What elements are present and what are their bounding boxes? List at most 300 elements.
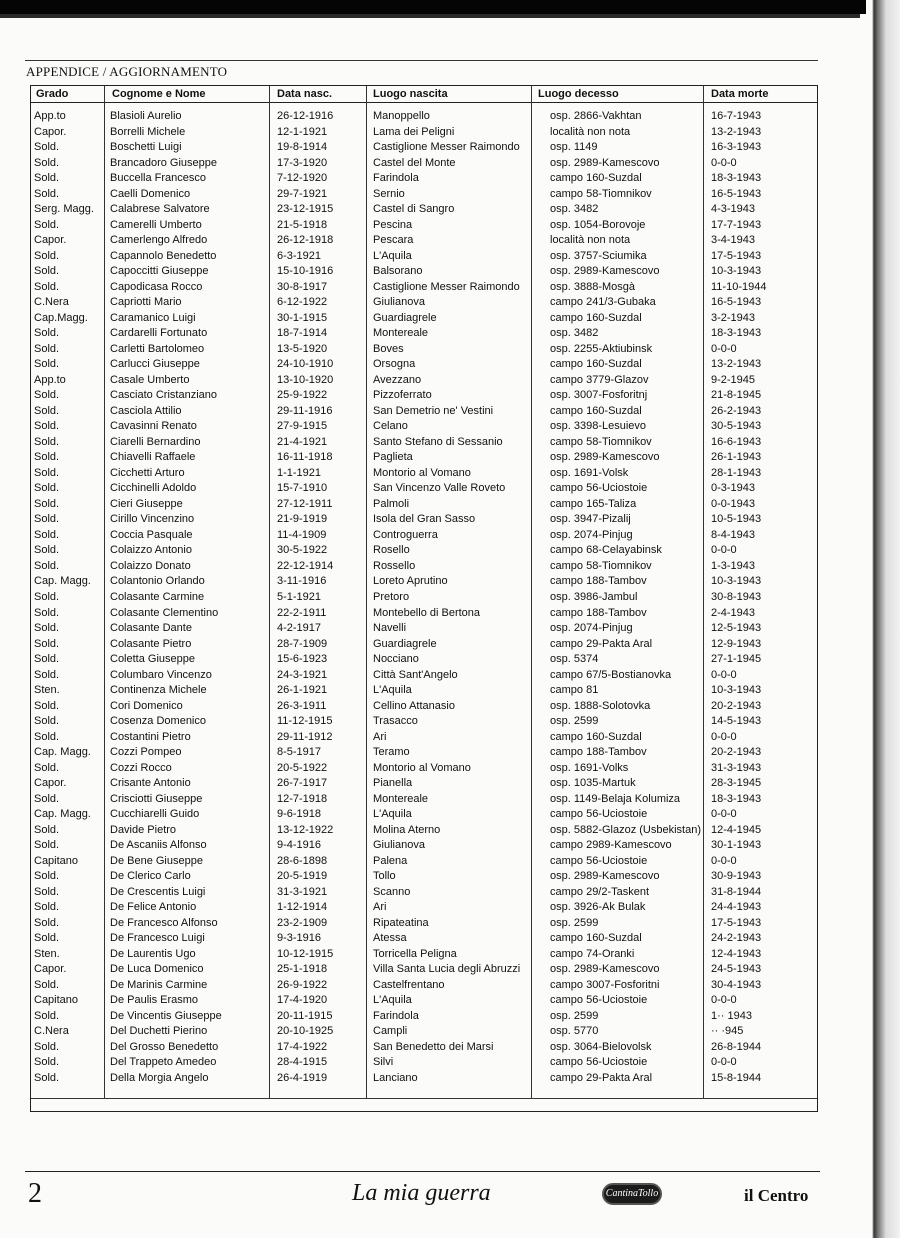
cell-luogo-decesso: campo 188-Tambov bbox=[550, 575, 647, 588]
table-row bbox=[0, 869, 900, 885]
cell-luogo-decesso: osp. 2989-Kamescovo bbox=[550, 156, 660, 169]
cell-data-nascita: 25-9-1922 bbox=[277, 389, 328, 402]
cell-grado: App.to bbox=[34, 110, 66, 122]
cell-nome: Crisciotti Giuseppe bbox=[110, 792, 203, 805]
cell-data-morte: 1-3-1943 bbox=[711, 559, 756, 572]
cell-data-nascita: 30-5-1922 bbox=[277, 544, 328, 557]
cell-luogo-decesso: campo 2989-Kamescovo bbox=[550, 839, 672, 852]
cell-luogo-decesso: campo 68-Celayabinsk bbox=[550, 544, 662, 557]
cell-data-morte: 30-5-1943 bbox=[711, 420, 762, 433]
cell-data-nascita: 23-2-1909 bbox=[277, 916, 328, 929]
cell-grado: Capitano bbox=[34, 854, 79, 867]
cell-grado: Sold. bbox=[34, 622, 60, 635]
cell-luogo-decesso: osp. 3947-Pizalij bbox=[550, 513, 631, 526]
cell-data-nascita: 15-6-1923 bbox=[277, 653, 328, 666]
cell-nome: Continenza Michele bbox=[110, 684, 207, 697]
cell-data-morte: 31-8-1944 bbox=[711, 885, 762, 898]
cell-luogo-nascita: Rossello bbox=[373, 559, 416, 572]
table-row bbox=[0, 1024, 900, 1040]
cell-data-nascita: 26-12-1916 bbox=[277, 110, 334, 122]
cell-luogo-decesso: osp. 2989-Kamescovo bbox=[550, 451, 660, 464]
cell-nome: Columbaro Vincenzo bbox=[110, 668, 212, 681]
cell-data-nascita: 8-5-1917 bbox=[277, 746, 322, 759]
cell-data-nascita: 20-5-1919 bbox=[277, 870, 328, 883]
cell-data-morte: 30-4-1943 bbox=[711, 978, 762, 991]
cell-data-morte: 12-5-1943 bbox=[711, 622, 762, 635]
cell-grado: C.Nera bbox=[34, 1025, 69, 1038]
cell-luogo-nascita: Teramo bbox=[373, 746, 410, 759]
cell-data-morte: 18-3-1943 bbox=[711, 172, 762, 185]
cell-data-nascita: 21-5-1918 bbox=[277, 218, 328, 231]
cell-nome: Cosenza Domenico bbox=[110, 715, 206, 728]
cell-luogo-decesso: campo 160-Suzdal bbox=[550, 932, 642, 945]
cell-nome: De Ascaniis Alfonso bbox=[110, 839, 207, 852]
cell-data-morte: 12-9-1943 bbox=[711, 637, 762, 650]
cell-nome: De Bene Giuseppe bbox=[110, 854, 203, 867]
cell-luogo-decesso: osp. 3926-Ak Bulak bbox=[550, 901, 646, 914]
cell-luogo-nascita: Rosello bbox=[373, 544, 410, 557]
cell-grado: Sold. bbox=[34, 978, 60, 991]
cell-nome: Colaizzo Antonio bbox=[110, 544, 192, 557]
header-luogo-nascita: Luogo nascita bbox=[373, 88, 448, 100]
cell-grado: Sold. bbox=[34, 1040, 60, 1053]
cell-luogo-decesso: campo 29/2-Taskent bbox=[550, 885, 650, 898]
cell-luogo-nascita: Pescara bbox=[373, 234, 414, 247]
cell-data-morte: 17-5-1943 bbox=[711, 916, 762, 929]
cell-luogo-nascita: Castiglione Messer Raimondo bbox=[373, 280, 520, 293]
cell-data-morte: 0-0-0 bbox=[711, 342, 737, 355]
cell-data-nascita: 28-4-1915 bbox=[277, 1056, 328, 1069]
cell-luogo-nascita: San Demetrio ne' Vestini bbox=[373, 404, 494, 417]
cell-data-morte: 30-9-1943 bbox=[711, 870, 762, 883]
cell-grado: Sold. bbox=[34, 715, 60, 728]
cell-data-nascita: 25-1-1918 bbox=[277, 963, 328, 976]
cell-luogo-decesso: osp. 2599 bbox=[550, 715, 599, 728]
cell-luogo-nascita: Ripateatina bbox=[373, 916, 429, 929]
cell-luogo-decesso: campo 67/5-Bostianovka bbox=[550, 668, 672, 681]
cell-nome: Carlucci Giuseppe bbox=[110, 358, 200, 371]
cell-luogo-decesso: campo 3007-Fosforitni bbox=[550, 978, 660, 991]
cell-luogo-decesso: campo 56-Uciostoie bbox=[550, 994, 648, 1007]
cell-data-nascita: 9-4-1916 bbox=[277, 839, 322, 852]
cell-data-nascita: 15-7-1910 bbox=[277, 482, 328, 495]
cell-nome: Chiavelli Raffaele bbox=[110, 451, 196, 464]
cell-nome: Colasante Dante bbox=[110, 622, 192, 635]
cell-data-morte: 10-3-1943 bbox=[711, 575, 762, 588]
cell-luogo-decesso: località non nota bbox=[550, 234, 631, 247]
cell-luogo-decesso: osp. 1035-Martuk bbox=[550, 777, 636, 790]
cell-luogo-nascita: Campli bbox=[373, 1025, 408, 1038]
header-luogo-decesso: Luogo decesso bbox=[538, 88, 619, 100]
cell-grado: Sold. bbox=[34, 218, 60, 231]
cell-luogo-decesso: campo 56-Uciostoie bbox=[550, 808, 648, 821]
cell-luogo-decesso: osp. 1691-Volsk bbox=[550, 466, 629, 479]
cell-luogo-nascita: Atessa bbox=[373, 932, 407, 945]
cell-data-morte: 27-1-1945 bbox=[711, 653, 762, 666]
cell-data-nascita: 15-10-1916 bbox=[277, 265, 334, 278]
cell-data-nascita: 26-1-1921 bbox=[277, 684, 328, 697]
cell-nome: Capodicasa Rocco bbox=[110, 280, 203, 293]
table-row bbox=[0, 559, 900, 575]
table-row bbox=[0, 233, 900, 249]
cell-luogo-decesso: campo 160-Suzdal bbox=[550, 172, 642, 185]
cell-luogo-nascita: L'Aquila bbox=[373, 994, 412, 1007]
table-row bbox=[0, 854, 900, 870]
cell-luogo-decesso: campo 58-Tiomnikov bbox=[550, 435, 652, 448]
cell-grado: Sold. bbox=[34, 823, 60, 836]
cell-luogo-nascita: Giulianova bbox=[373, 839, 425, 852]
cell-data-morte: 10-3-1943 bbox=[711, 684, 762, 697]
cell-grado: Sold. bbox=[34, 792, 60, 805]
table-row bbox=[0, 295, 900, 311]
cell-grado: Sold. bbox=[34, 466, 60, 479]
cell-grado: Sold. bbox=[34, 653, 60, 666]
cell-data-nascita: 26-7-1917 bbox=[277, 777, 328, 790]
cell-nome: Capannolo Benedetto bbox=[110, 249, 217, 262]
cell-luogo-decesso: osp. 2074-Pinjug bbox=[550, 622, 633, 635]
cell-luogo-decesso: campo 74-Oranki bbox=[550, 947, 635, 960]
cell-grado: Cap. Magg. bbox=[34, 808, 91, 821]
cell-grado: Sold. bbox=[34, 497, 60, 510]
table-row bbox=[0, 543, 900, 559]
cell-nome: Del Trappeto Amedeo bbox=[110, 1056, 217, 1069]
cell-grado: Cap. Magg. bbox=[34, 575, 91, 588]
cell-nome: De Crescentis Luigi bbox=[110, 885, 206, 898]
cell-grado: Sold. bbox=[34, 870, 60, 883]
cell-luogo-nascita: Pizzoferrato bbox=[373, 389, 432, 402]
cell-luogo-nascita: Torricella Peligna bbox=[373, 947, 457, 960]
cell-data-nascita: 5-1-1921 bbox=[277, 590, 322, 603]
cell-data-nascita: 21-9-1919 bbox=[277, 513, 328, 526]
table-row bbox=[0, 1009, 900, 1025]
cell-data-nascita: 16-11-1918 bbox=[277, 451, 333, 464]
cell-grado: Sold. bbox=[34, 389, 60, 402]
cell-data-morte: 30-8-1943 bbox=[711, 590, 762, 603]
table-row bbox=[0, 900, 900, 916]
table-row bbox=[0, 792, 900, 808]
cell-data-nascita: 13-5-1920 bbox=[277, 342, 328, 355]
cell-data-morte: 13-2-1943 bbox=[711, 358, 762, 371]
cell-luogo-nascita: Avezzano bbox=[373, 373, 422, 386]
cell-luogo-nascita: L'Aquila bbox=[373, 808, 412, 821]
cell-data-morte: 0-3-1943 bbox=[711, 482, 756, 495]
cell-nome: Colasante Clementino bbox=[110, 606, 219, 619]
cell-luogo-nascita: Palmoli bbox=[373, 497, 410, 510]
cell-luogo-decesso: osp. 2255-Aktiubinsk bbox=[550, 342, 653, 355]
cell-nome: Caramanico Luigi bbox=[110, 311, 196, 324]
cell-luogo-nascita: Palena bbox=[373, 854, 408, 867]
cell-luogo-decesso: osp. 3007-Fosforitnj bbox=[550, 389, 648, 402]
cell-luogo-nascita: Scanno bbox=[373, 885, 411, 898]
cell-nome: Della Morgia Angelo bbox=[110, 1071, 209, 1084]
cell-grado: Sold. bbox=[34, 156, 60, 169]
table-row bbox=[0, 916, 900, 932]
cell-luogo-decesso: osp. 1888-Solotovka bbox=[550, 699, 651, 712]
cell-data-nascita: 6-3-1921 bbox=[277, 249, 322, 262]
table-row bbox=[0, 823, 900, 839]
cell-luogo-decesso: campo 165-Taliza bbox=[550, 497, 637, 510]
cell-luogo-decesso: campo 160-Suzdal bbox=[550, 311, 642, 324]
table-row bbox=[0, 342, 900, 358]
cell-luogo-nascita: Navelli bbox=[373, 622, 407, 635]
table-row bbox=[0, 140, 900, 156]
header-data-nascita: Data nasc. bbox=[277, 88, 333, 100]
table-row bbox=[0, 730, 900, 746]
table-row bbox=[0, 419, 900, 435]
table-row bbox=[0, 125, 900, 141]
cell-data-morte: 0-0-0 bbox=[711, 994, 737, 1007]
cell-luogo-nascita: Pianella bbox=[373, 777, 413, 790]
cell-data-morte: 10-3-1943 bbox=[711, 265, 762, 278]
cell-data-nascita: 18-7-1914 bbox=[277, 327, 328, 340]
cell-grado: Sold. bbox=[34, 590, 60, 603]
cell-grado: Sold. bbox=[34, 141, 60, 154]
page-number: 2 bbox=[28, 1178, 42, 1209]
cell-grado: Sold. bbox=[34, 404, 60, 417]
header-cognome-nome: Cognome e Nome bbox=[112, 88, 206, 100]
cell-grado: App.to bbox=[34, 373, 66, 386]
cell-grado: Sold. bbox=[34, 1009, 60, 1022]
table-row bbox=[0, 714, 900, 730]
table-row bbox=[0, 683, 900, 699]
table-row bbox=[0, 512, 900, 528]
table-row bbox=[0, 761, 900, 777]
table-row bbox=[0, 202, 900, 218]
cell-data-nascita: 24-10-1910 bbox=[277, 358, 334, 371]
table-row bbox=[0, 637, 900, 653]
cell-data-nascita: 17-4-1922 bbox=[277, 1040, 328, 1053]
cell-data-nascita: 20-5-1922 bbox=[277, 761, 328, 774]
cell-nome: Crisante Antonio bbox=[110, 777, 191, 790]
cell-luogo-nascita: Castelfrentano bbox=[373, 978, 445, 991]
cell-nome: De Marinis Carmine bbox=[110, 978, 208, 991]
cell-luogo-nascita: Silvi bbox=[373, 1056, 394, 1069]
cell-data-morte: 31-3-1943 bbox=[711, 761, 762, 774]
cell-data-morte: 16-7-1943 bbox=[711, 110, 762, 122]
cell-data-nascita: 28-7-1909 bbox=[277, 637, 328, 650]
cell-luogo-decesso: osp. 2599 bbox=[550, 1009, 599, 1022]
cell-grado: Sold. bbox=[34, 172, 60, 185]
cell-nome: Colasante Pietro bbox=[110, 637, 192, 650]
cell-luogo-decesso: campo 58-Tiomnikov bbox=[550, 559, 652, 572]
cell-grado: Sold. bbox=[34, 559, 60, 572]
cell-data-morte: 20-2-1943 bbox=[711, 746, 762, 759]
cell-data-nascita: 27-9-1915 bbox=[277, 420, 328, 433]
cell-data-morte: 1·· 1943 bbox=[711, 1009, 752, 1022]
table-row bbox=[0, 807, 900, 823]
cell-luogo-nascita: Lanciano bbox=[373, 1071, 418, 1084]
table-row bbox=[0, 388, 900, 404]
cell-grado: Sten. bbox=[34, 684, 60, 697]
cell-data-morte: 16-5-1943 bbox=[711, 187, 762, 200]
cell-luogo-nascita: Ari bbox=[373, 901, 387, 914]
cell-luogo-nascita: Pescina bbox=[373, 218, 413, 231]
cell-luogo-decesso: località non nota bbox=[550, 125, 631, 138]
cell-grado: Sold. bbox=[34, 699, 60, 712]
cell-nome: Blasioli Aurelio bbox=[110, 110, 182, 122]
table-row bbox=[0, 931, 900, 947]
table-row bbox=[0, 590, 900, 606]
header-grado: Grado bbox=[36, 88, 69, 100]
publication-title: La mia guerra bbox=[352, 1180, 491, 1206]
cell-nome: Colantonio Orlando bbox=[110, 575, 205, 588]
cell-luogo-nascita: Pretoro bbox=[373, 590, 410, 603]
cell-data-morte: 13-2-1943 bbox=[711, 125, 762, 138]
table-row bbox=[0, 993, 900, 1009]
cell-nome: Colaizzo Donato bbox=[110, 559, 191, 572]
cell-data-nascita: 21-4-1921 bbox=[277, 435, 328, 448]
cell-data-morte: 9-2-1945 bbox=[711, 373, 756, 386]
cell-nome: Colasante Carmine bbox=[110, 590, 205, 603]
table-row bbox=[0, 249, 900, 265]
cell-data-morte: 10-5-1943 bbox=[711, 513, 762, 526]
cell-nome: De Clerico Carlo bbox=[110, 870, 191, 883]
cell-luogo-decesso: osp. 2989-Kamescovo bbox=[550, 963, 660, 976]
table-row bbox=[0, 962, 900, 978]
cell-data-nascita: 19-8-1914 bbox=[277, 141, 328, 154]
cell-luogo-decesso: campo 56-Uciostoie bbox=[550, 482, 648, 495]
cell-grado: Capitano bbox=[34, 994, 79, 1007]
table-row bbox=[0, 885, 900, 901]
cell-grado: Sold. bbox=[34, 327, 60, 340]
cell-data-nascita: 24-3-1921 bbox=[277, 668, 328, 681]
cell-data-nascita: 4-2-1917 bbox=[277, 622, 322, 635]
cell-nome: Calabrese Salvatore bbox=[110, 203, 210, 216]
cell-data-morte: 24-5-1943 bbox=[711, 963, 762, 976]
cell-data-morte: 17-7-1943 bbox=[711, 218, 762, 231]
cell-data-morte: 28-3-1945 bbox=[711, 777, 762, 790]
cell-luogo-decesso: campo 160-Suzdal bbox=[550, 358, 642, 371]
cell-data-nascita: 1-12-1914 bbox=[277, 901, 328, 914]
cell-nome: Davide Pietro bbox=[110, 823, 177, 836]
cell-grado: Sold. bbox=[34, 932, 60, 945]
cell-data-morte: 12-4-1943 bbox=[711, 947, 762, 960]
cell-data-morte: 0-0-0 bbox=[711, 668, 737, 681]
cell-data-nascita: 10-12-1915 bbox=[277, 947, 334, 960]
table-row bbox=[0, 574, 900, 590]
cell-luogo-nascita: Ari bbox=[373, 730, 387, 743]
cell-grado: Capor. bbox=[34, 777, 67, 790]
table-row bbox=[0, 481, 900, 497]
cell-nome: Capriotti Mario bbox=[110, 296, 182, 309]
cell-data-nascita: 26-9-1922 bbox=[277, 978, 328, 991]
cell-nome: Ciarelli Bernardino bbox=[110, 435, 201, 448]
cell-luogo-decesso: osp. 1691-Volks bbox=[550, 761, 629, 774]
cell-nome: Cori Domenico bbox=[110, 699, 183, 712]
cell-data-morte: 24-4-1943 bbox=[711, 901, 762, 914]
cell-nome: Buccella Francesco bbox=[110, 172, 206, 185]
cell-data-nascita: 11-4-1909 bbox=[277, 528, 327, 541]
table-row bbox=[0, 621, 900, 637]
cell-data-nascita: 28-6-1898 bbox=[277, 854, 328, 867]
cell-luogo-decesso: campo 188-Tambov bbox=[550, 606, 647, 619]
cell-data-morte: 0-0-0 bbox=[711, 730, 737, 743]
cell-data-morte: 0-0-0 bbox=[711, 854, 737, 867]
table-row bbox=[0, 466, 900, 482]
header-data-morte: Data morte bbox=[711, 88, 769, 100]
cell-grado: Sold. bbox=[34, 637, 60, 650]
cell-grado: Sold. bbox=[34, 1071, 60, 1084]
cell-luogo-nascita: Castiglione Messer Raimondo bbox=[373, 141, 520, 154]
table-row bbox=[0, 373, 900, 389]
section-title: APPENDICE / AGGIORNAMENTO bbox=[26, 64, 228, 79]
cell-nome: Cavasinni Renato bbox=[110, 420, 197, 433]
cell-luogo-nascita: Farindola bbox=[373, 1009, 419, 1022]
cell-data-nascita: 17-3-1920 bbox=[277, 156, 328, 169]
cell-data-morte: 20-2-1943 bbox=[711, 699, 762, 712]
cell-luogo-nascita: Guardiagrele bbox=[373, 311, 437, 324]
cell-data-nascita: 13-10-1920 bbox=[277, 373, 334, 386]
cell-luogo-decesso: campo 241/3-Gubaka bbox=[550, 296, 656, 309]
table-row bbox=[0, 109, 900, 125]
table-row bbox=[0, 450, 900, 466]
cell-luogo-decesso: osp. 3757-Sciumika bbox=[550, 249, 647, 262]
cell-data-nascita: 12-1-1921 bbox=[277, 125, 328, 138]
cell-luogo-nascita: Celano bbox=[373, 420, 408, 433]
cell-luogo-nascita: San Vincenzo Valle Roveto bbox=[373, 482, 506, 495]
cell-grado: Sold. bbox=[34, 839, 60, 852]
cell-data-morte: 16-5-1943 bbox=[711, 296, 762, 309]
cell-luogo-nascita: Lama dei Peligni bbox=[373, 125, 455, 138]
cell-grado: Sold. bbox=[34, 606, 60, 619]
cell-luogo-nascita: Boves bbox=[373, 342, 404, 355]
cell-data-morte: 0-0-0 bbox=[711, 544, 737, 557]
cell-grado: Sold. bbox=[34, 187, 60, 200]
cell-luogo-nascita: Nocciano bbox=[373, 653, 419, 666]
cell-data-nascita: 13-12-1922 bbox=[277, 823, 334, 836]
cell-luogo-nascita: Santo Stefano di Sessanio bbox=[373, 435, 503, 448]
cell-data-nascita: 26-3-1911 bbox=[277, 699, 327, 712]
cell-data-morte: 2-4-1943 bbox=[711, 606, 756, 619]
cell-luogo-decesso: osp. 3482 bbox=[550, 203, 599, 216]
cell-data-morte: 0-0-0 bbox=[711, 1056, 737, 1069]
cell-nome: De Francesco Luigi bbox=[110, 932, 205, 945]
cell-luogo-nascita: Montereale bbox=[373, 792, 429, 805]
scan-top-line bbox=[0, 14, 860, 18]
cell-luogo-nascita: Montorio al Vomano bbox=[373, 466, 471, 479]
table-row bbox=[0, 1055, 900, 1071]
cell-nome: De Laurentis Ugo bbox=[110, 947, 196, 960]
cell-nome: Coletta Giuseppe bbox=[110, 653, 195, 666]
cell-grado: Sold. bbox=[34, 1056, 60, 1069]
cell-data-nascita: 20-11-1915 bbox=[277, 1009, 333, 1022]
cell-data-nascita: 7-12-1920 bbox=[277, 172, 328, 185]
cell-grado: Sold. bbox=[34, 342, 60, 355]
cell-grado: Cap.Magg. bbox=[34, 311, 88, 324]
cell-nome: Coccia Pasquale bbox=[110, 528, 193, 541]
cell-luogo-decesso: osp. 3064-Bielovolsk bbox=[550, 1040, 652, 1053]
cell-luogo-decesso: osp. 3986-Jambul bbox=[550, 590, 638, 603]
cell-luogo-decesso: osp. 2866-Vakhtan bbox=[550, 110, 642, 122]
cell-luogo-decesso: campo 160-Suzdal bbox=[550, 730, 642, 743]
cell-grado: Sold. bbox=[34, 265, 60, 278]
cell-data-morte: 14-5-1943 bbox=[711, 715, 762, 728]
cell-data-morte: ·· ·945 bbox=[711, 1025, 744, 1038]
table-row bbox=[0, 497, 900, 513]
cell-data-nascita: 9-3-1916 bbox=[277, 932, 322, 945]
cell-data-morte: 28-1-1943 bbox=[711, 466, 762, 479]
table-row bbox=[0, 652, 900, 668]
cell-data-nascita: 3-11-1916 bbox=[277, 575, 327, 588]
cell-luogo-nascita: Castel di Sangro bbox=[373, 203, 455, 216]
table-row bbox=[0, 745, 900, 761]
cell-data-morte: 8-4-1943 bbox=[711, 528, 756, 541]
cell-luogo-nascita: Sernio bbox=[373, 187, 405, 200]
cell-nome: Cozzi Rocco bbox=[110, 761, 172, 774]
table-row bbox=[0, 218, 900, 234]
cell-luogo-decesso: campo 3779-Glazov bbox=[550, 373, 649, 386]
cell-grado: Sten. bbox=[34, 947, 60, 960]
